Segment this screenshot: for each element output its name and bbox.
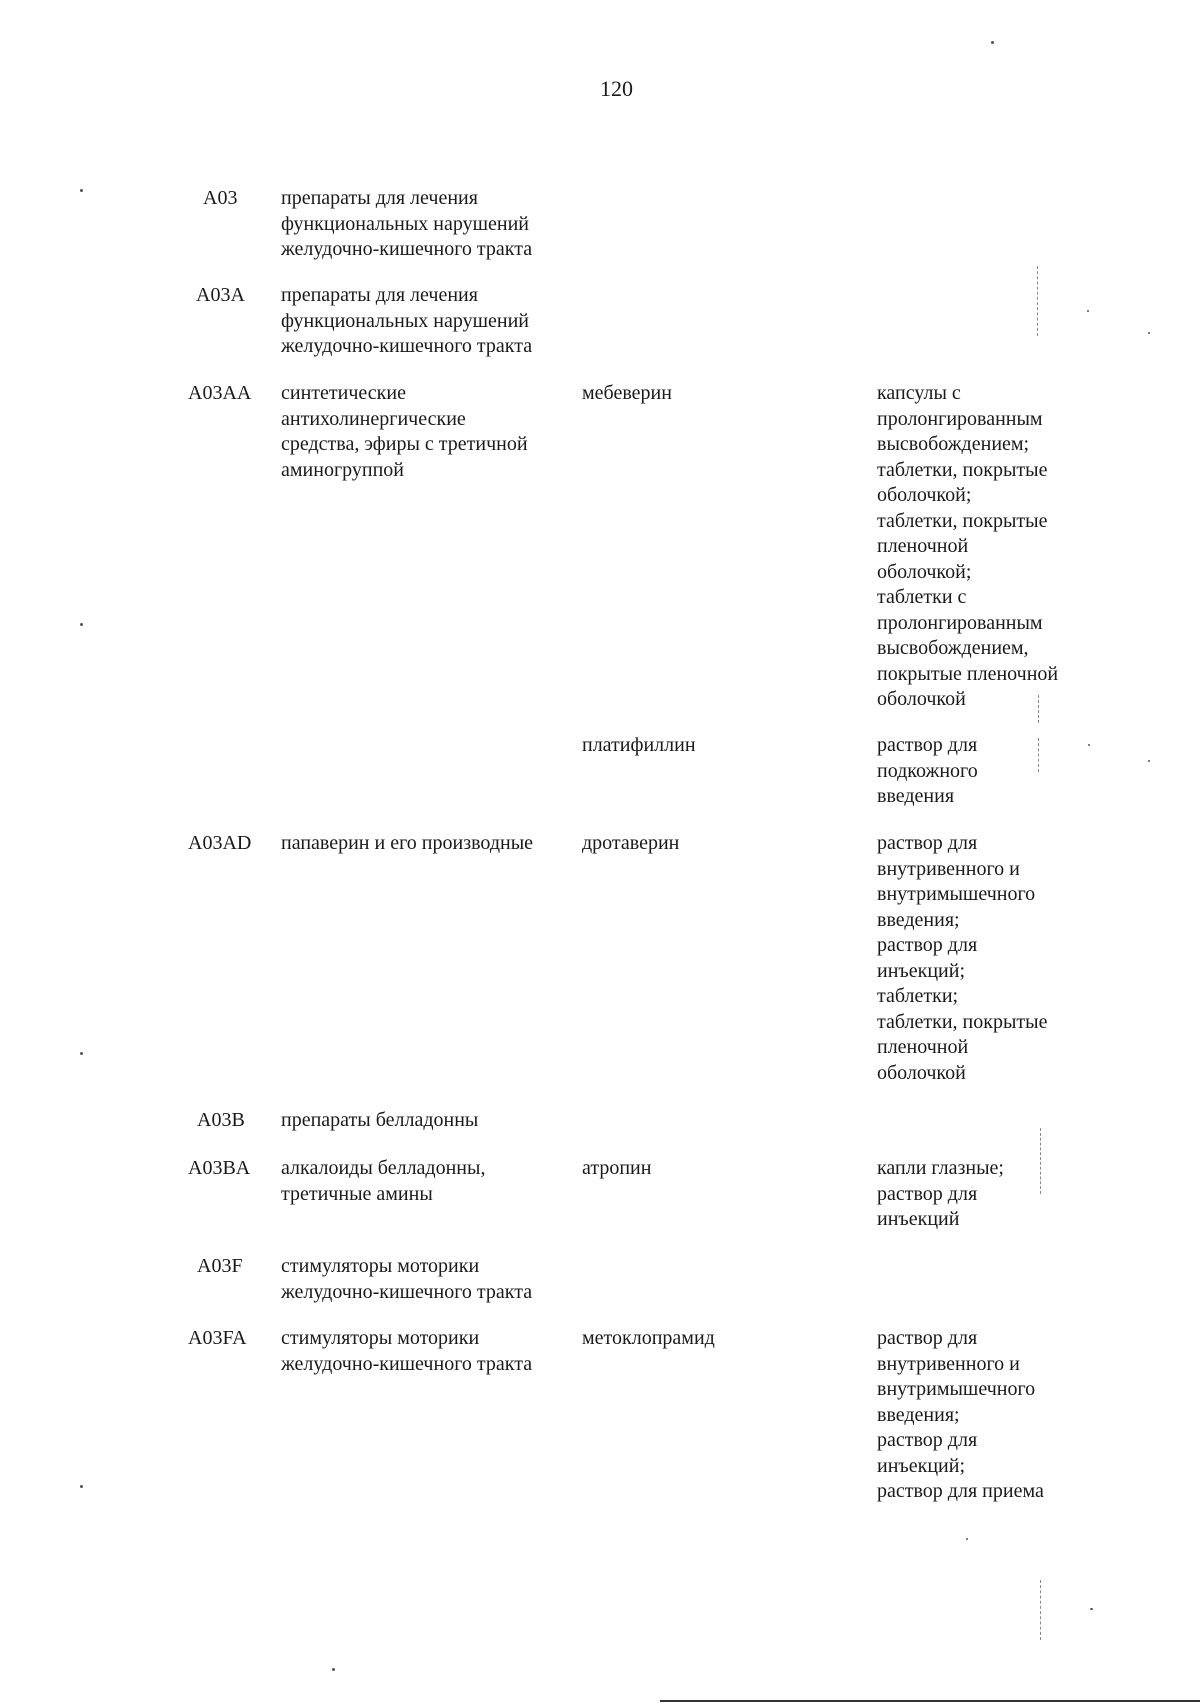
dosage-form: капсулы с пролонгированным высвобождением; таблетки, покрытые оболочкой; таблетки, покрытые пленочной оболочкой; таблетки с пролонгированным высвобождением, покрытые пленочной оболочкой [877,382,1059,710]
atc-group-name: стимуляторы моторики желудочно-кишечного тракта [281,1327,533,1375]
atc-group-name: стимуляторы моторики желудочно-кишечного тракта [281,1255,533,1303]
page-number: 120 [600,76,633,101]
scan-speck [80,623,83,626]
scan-speck [80,189,83,192]
atc-code: A03A [196,284,245,306]
atc-group-name: препараты для лечения функциональных нарушений желудочно-кишечного тракта [281,187,533,260]
atc-code: A03FA [188,1327,247,1349]
atc-group-name: препараты белладонны [281,1109,479,1131]
atc-code: A03BA [188,1157,251,1179]
scan-speck [991,41,994,44]
drug-name: метоклопрамид [582,1327,715,1349]
scan-speck [1090,1608,1093,1610]
scan-speck [1148,760,1150,762]
atc-code: A03AD [188,832,252,854]
scan-speck [1148,332,1150,334]
drug-name: дротаверин [582,832,680,854]
scan-dash-line [1038,695,1039,723]
atc-code: A03F [197,1255,243,1277]
scan-speck [80,1052,83,1055]
atc-group-name: папаверин и его производные [281,832,534,854]
atc-code: A03B [197,1109,245,1131]
scan-dash-line [1040,1128,1041,1194]
scan-speck [80,1485,83,1488]
dosage-form: раствор для внутривенного и внутримышечного введения; раствор для инъекций; таблетки; таблетки, покрытые пленочной оболочкой [877,832,1048,1084]
dosage-form: раствор для подкожного введения [877,734,978,807]
atc-group-name: препараты для лечения функциональных нарушений желудочно-кишечного тракта [281,284,533,357]
scan-dash-line [1038,738,1039,772]
scan-speck [1088,744,1090,746]
atc-code: A03AA [188,382,252,404]
scan-bottom-rule [660,1700,1200,1702]
drug-name: атропин [582,1157,652,1179]
drug-name: платифиллин [582,734,696,756]
drug-name: мебеверин [582,382,672,404]
dosage-form: капли глазные; раствор для инъекций [877,1157,1004,1230]
scan-speck [966,1538,968,1540]
scan-speck [1087,310,1089,312]
atc-group-name: синтетические антихолинергические средства, эфиры с третичной аминогруппой [281,382,528,481]
dosage-form: раствор для внутривенного и внутримышечного введения; раствор для инъекций; раствор для приема [877,1327,1044,1502]
scan-dash-line [1037,266,1038,336]
scan-speck [332,1668,335,1671]
scan-dash-line [1040,1580,1041,1640]
atc-group-name: алкалоиды белладонны, третичные амины [281,1157,486,1205]
atc-code: A03 [203,187,238,209]
